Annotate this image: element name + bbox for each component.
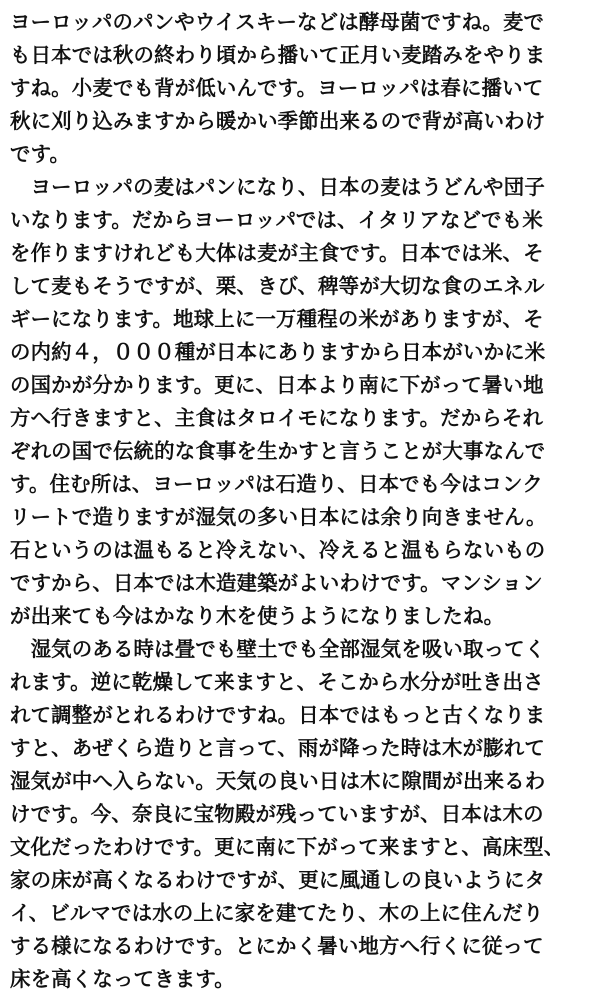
body-text xyxy=(10,6,592,996)
text-line: イ、ビルマでは水の上に家を建てたり、木の上に住んだり xyxy=(10,901,544,925)
text-line: 家の床が高くなるわけですが、更に風通しの良いようにタ xyxy=(10,868,546,892)
text-line: ヨーロッパのパンやウイスキーなどは酵母菌ですね。麦で xyxy=(10,10,545,34)
text-line: が出来ても今はかなり木を使うようになりましたね。 xyxy=(10,604,505,628)
text-line: ですから、日本では木造建築がよいわけです。マンション xyxy=(10,571,543,595)
text-line: ぞれの国で伝統的な食事を生かすと言うことが大事なんで xyxy=(10,439,546,463)
text-line: 石というのは温もると冷えない、冷えると温もらないもの xyxy=(10,538,546,562)
text-line: 湿気が中へ入らない。天気の良い日は木に隙間が出来るわ xyxy=(10,769,546,793)
text-line: リートで造りますが湿気の多い日本には余り向きません。 xyxy=(10,505,547,529)
text-line: して麦もそうですが、栗、きび、稗等が大切な食のエネル xyxy=(10,274,545,298)
text-line: 床を高くなってきます。 xyxy=(10,967,235,991)
text-line: れます。逆に乾燥して来ますと、そこから水分が吐き出さ xyxy=(10,670,544,694)
text-line: する様になるわけです。とにかく暑い地方へ行くに従って xyxy=(10,934,544,958)
text-line: ギーになります。地球上に一万種程の米がありますが、そ xyxy=(10,307,544,331)
text-line: も日本では秋の終わり頃から播いて正月い麦踏みをやりま xyxy=(10,43,546,67)
text-line: の内約４，０００種が日本にありますから日本がいかに米 xyxy=(10,340,546,364)
text-line: 文化だったわけです。更に南に下がって来ますと、高床型、 xyxy=(10,835,565,859)
text-line: です。 xyxy=(10,142,71,166)
text-line: ヨーロッパの麦はパンになり、日本の麦はうどんや団子 xyxy=(10,175,545,199)
text-line: の国かが分かります。更に、日本より南に下がって暑い地 xyxy=(10,373,544,397)
text-line: を作りますけれども大体は麦が主食です。日本では米、そ xyxy=(10,241,544,265)
text-line: すと、あぜくら造りと言って、雨が降った時は木が膨れて xyxy=(10,736,545,760)
text-line: 秋に刈り込みますから暖かい季節出来るので背が高いわけ xyxy=(10,109,546,133)
text-line: れて調整がとれるわけですね。日本ではもっと古くなりま xyxy=(10,703,546,727)
text-line: す。住む所は、ヨーロッパは石造り、日本でも今はコンク xyxy=(10,472,543,496)
text-line: けです。今、奈良に宝物殿が残っていますが、日本は木の xyxy=(10,802,544,826)
text-line: 方へ行きますと、主食はタロイモになります。だからそれ xyxy=(10,406,544,430)
text-line: いなります。だからヨーロッパでは、イタリアなどでも米 xyxy=(10,208,543,232)
text-line: すね。小麦でも背が低いんです。ヨーロッパは春に播いて xyxy=(10,76,544,100)
text-line: 湿気のある時は畳でも壁土でも全部湿気を吸い取ってく xyxy=(10,637,546,661)
